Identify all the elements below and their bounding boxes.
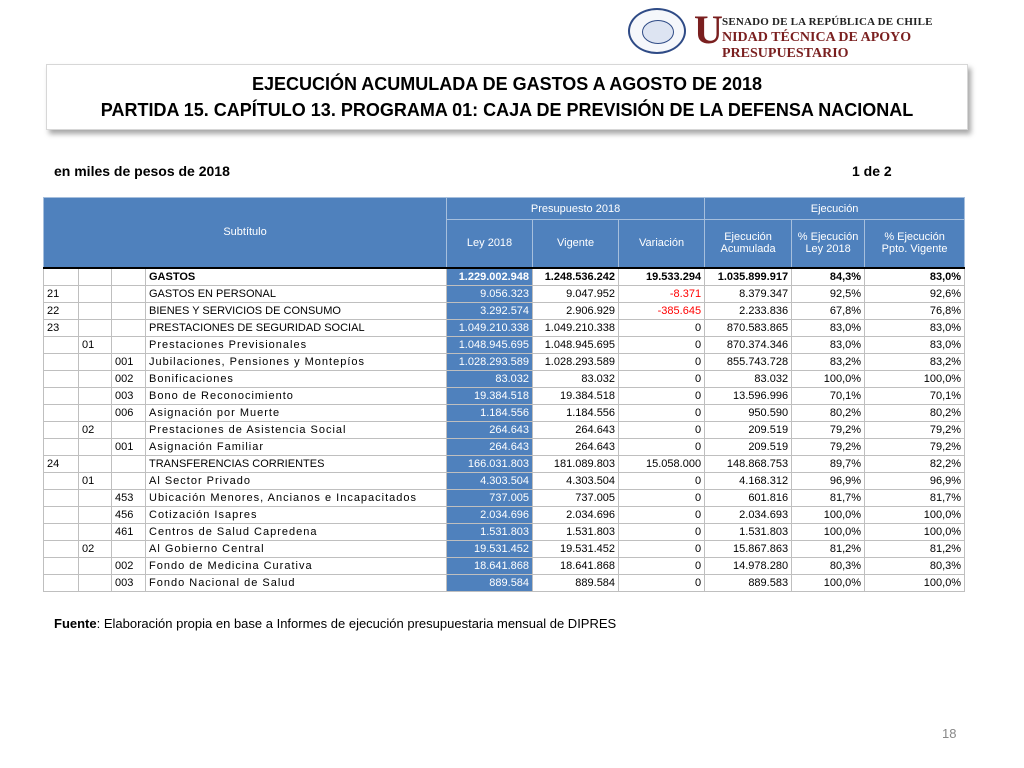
pct-vigente-value: 80,2%: [865, 404, 965, 421]
variacion-value: 0: [619, 370, 705, 387]
variacion-value: 0: [619, 506, 705, 523]
pct-ley-value: 79,2%: [792, 438, 865, 455]
item-code: [79, 523, 112, 540]
table-row: [44, 523, 965, 540]
ejecucion-value: 855.743.728: [705, 353, 792, 370]
subtitulo-code: [44, 370, 79, 387]
table-row: [44, 455, 965, 472]
vigente-value: 181.089.803: [533, 455, 619, 472]
page-title: EJECUCIÓN ACUMULADA DE GASTOS A AGOSTO DE 2018: [251, 74, 763, 94]
row-description: Jubilaciones, Pensiones y Montepíos: [146, 353, 447, 370]
pct-ley-value: 100,0%: [792, 523, 865, 540]
pct-vigente-value: 70,1%: [865, 387, 965, 404]
table-row: [44, 370, 965, 387]
pct-ley-value: 83,2%: [792, 353, 865, 370]
pct-ley-value: 100,0%: [792, 574, 865, 591]
header-ley: Ley 2018: [447, 220, 533, 268]
asignacion-code: [112, 472, 146, 489]
pct-vigente-value: 83,0%: [865, 319, 965, 336]
item-code: [79, 438, 112, 455]
ejecucion-value: 1.035.899.917: [705, 268, 792, 286]
ejecucion-value: 4.168.312: [705, 472, 792, 489]
ley-2018-value: 4.303.504: [447, 472, 533, 489]
item-code: [79, 370, 112, 387]
row-description: Asignación Familiar: [146, 438, 447, 455]
table-row: [44, 387, 965, 404]
pct-vigente-value: 83,0%: [865, 336, 965, 353]
variacion-value: -385.645: [619, 302, 705, 319]
variacion-value: 0: [619, 336, 705, 353]
item-code: 01: [79, 336, 112, 353]
pct-ley-value: 89,7%: [792, 455, 865, 472]
pct-vigente-value: 100,0%: [865, 574, 965, 591]
table-row: [44, 574, 965, 591]
row-description: Cotización Isapres: [146, 506, 447, 523]
row-description: Asignación por Muerte: [146, 404, 447, 421]
variacion-value: 0: [619, 540, 705, 557]
row-description: Ubicación Menores, Ancianos e Incapacitados: [146, 489, 447, 506]
brand-unit-name: NIDAD TÉCNICA DE APOYO PRESUPUESTARIO: [722, 30, 912, 61]
subtitulo-code: [44, 557, 79, 574]
units-label: en miles de pesos de 2018: [54, 163, 230, 179]
ley-2018-value: 1.229.002.948: [447, 268, 533, 286]
header-variacion: Variación: [619, 220, 705, 268]
asignacion-code: 453: [112, 489, 146, 506]
ejecucion-value: 889.583: [705, 574, 792, 591]
ley-2018-value: 1.531.803: [447, 523, 533, 540]
variacion-value: 0: [619, 489, 705, 506]
item-code: [79, 319, 112, 336]
ley-2018-value: 889.584: [447, 574, 533, 591]
pct-vigente-value: 100,0%: [865, 506, 965, 523]
pct-ley-value: 100,0%: [792, 506, 865, 523]
variacion-value: 0: [619, 557, 705, 574]
item-code: [79, 268, 112, 286]
ley-2018-value: 19.384.518: [447, 387, 533, 404]
subtitulo-code: [44, 336, 79, 353]
pct-ley-value: 83,0%: [792, 319, 865, 336]
header-subtitulo: Subtítulo: [44, 198, 447, 268]
item-code: [79, 489, 112, 506]
subtitulo-code: 21: [44, 285, 79, 302]
row-description: Fondo de Medicina Curativa: [146, 557, 447, 574]
ejecucion-value: 2.034.693: [705, 506, 792, 523]
table-row: [44, 472, 965, 489]
row-description: GASTOS: [146, 268, 447, 286]
pct-vigente-value: 82,2%: [865, 455, 965, 472]
ejecucion-value: 870.374.346: [705, 336, 792, 353]
vigente-value: 1.531.803: [533, 523, 619, 540]
asignacion-code: 002: [112, 557, 146, 574]
pct-ley-value: 80,2%: [792, 404, 865, 421]
pct-ley-value: 80,3%: [792, 557, 865, 574]
page-indicator: 1 de 2: [852, 163, 892, 179]
vigente-value: 1.048.945.695: [533, 336, 619, 353]
item-code: [79, 557, 112, 574]
pct-ley-value: 70,1%: [792, 387, 865, 404]
pct-vigente-value: 79,2%: [865, 421, 965, 438]
item-code: 02: [79, 421, 112, 438]
subtitulo-code: [44, 489, 79, 506]
ley-2018-value: 9.056.323: [447, 285, 533, 302]
variacion-value: 0: [619, 523, 705, 540]
variacion-value: 0: [619, 404, 705, 421]
pct-vigente-value: 83,2%: [865, 353, 965, 370]
source-note: Fuente: Elaboración propia en base a Informes de ejecución presupuestaria mensual de DIPRES: [54, 616, 617, 631]
asignacion-code: [112, 540, 146, 557]
item-code: 01: [79, 472, 112, 489]
vigente-value: 264.643: [533, 421, 619, 438]
vigente-value: 83.032: [533, 370, 619, 387]
subtitulo-code: 24: [44, 455, 79, 472]
row-description: Bono de Reconocimiento: [146, 387, 447, 404]
vigente-value: 737.005: [533, 489, 619, 506]
variacion-value: -8.371: [619, 285, 705, 302]
asignacion-code: 001: [112, 353, 146, 370]
ejecucion-value: 148.868.753: [705, 455, 792, 472]
item-code: [79, 574, 112, 591]
row-description: Bonificaciones: [146, 370, 447, 387]
header-vigente: Vigente: [533, 220, 619, 268]
subtitulo-code: [44, 404, 79, 421]
variacion-value: 0: [619, 319, 705, 336]
pct-ley-value: 84,3%: [792, 268, 865, 286]
ley-2018-value: 166.031.803: [447, 455, 533, 472]
subtitulo-code: [44, 421, 79, 438]
pct-vigente-value: 83,0%: [865, 268, 965, 286]
subtitulo-code: [44, 353, 79, 370]
pct-ley-value: 100,0%: [792, 370, 865, 387]
vigente-value: 264.643: [533, 438, 619, 455]
asignacion-code: 461: [112, 523, 146, 540]
variacion-value: 0: [619, 574, 705, 591]
vigente-value: 2.034.696: [533, 506, 619, 523]
asignacion-code: 456: [112, 506, 146, 523]
table-row: [44, 557, 965, 574]
header-ejecucion: Ejecución: [705, 198, 965, 220]
table-row: [44, 540, 965, 557]
row-description: TRANSFERENCIAS CORRIENTES: [146, 455, 447, 472]
variacion-value: 0: [619, 472, 705, 489]
pct-vigente-value: 80,3%: [865, 557, 965, 574]
asignacion-code: [112, 285, 146, 302]
row-description: BIENES Y SERVICIOS DE CONSUMO: [146, 302, 447, 319]
subtitulo-code: [44, 506, 79, 523]
ley-2018-value: 83.032: [447, 370, 533, 387]
header-ejecucion-acumulada: Ejecución Acumulada: [705, 220, 792, 268]
ley-2018-value: 1.049.210.338: [447, 319, 533, 336]
table-row: [44, 336, 965, 353]
variacion-value: 0: [619, 387, 705, 404]
row-description: Prestaciones de Asistencia Social: [146, 421, 447, 438]
ley-2018-value: 1.028.293.589: [447, 353, 533, 370]
pct-vigente-value: 81,2%: [865, 540, 965, 557]
asignacion-code: 003: [112, 387, 146, 404]
item-code: [79, 302, 112, 319]
item-code: 02: [79, 540, 112, 557]
ley-2018-value: 3.292.574: [447, 302, 533, 319]
vigente-value: 19.384.518: [533, 387, 619, 404]
pct-ley-value: 67,8%: [792, 302, 865, 319]
senate-seal-logo: [628, 8, 690, 56]
vigente-value: 2.906.929: [533, 302, 619, 319]
subtitulo-code: [44, 438, 79, 455]
ejecucion-value: 14.978.280: [705, 557, 792, 574]
subtitulo-code: 22: [44, 302, 79, 319]
row-description: Centros de Salud Capredena: [146, 523, 447, 540]
item-code: [79, 387, 112, 404]
ejecucion-value: 8.379.347: [705, 285, 792, 302]
ley-2018-value: 18.641.868: [447, 557, 533, 574]
pct-vigente-value: 81,7%: [865, 489, 965, 506]
ejecucion-value: 870.583.865: [705, 319, 792, 336]
table-row: [44, 268, 965, 286]
pct-ley-value: 81,2%: [792, 540, 865, 557]
ejecucion-value: 950.590: [705, 404, 792, 421]
item-code: [79, 404, 112, 421]
subtitulo-code: [44, 268, 79, 286]
asignacion-code: 006: [112, 404, 146, 421]
ejecucion-value: 83.032: [705, 370, 792, 387]
table-row: [44, 438, 965, 455]
pct-vigente-value: 100,0%: [865, 523, 965, 540]
subtitulo-code: 23: [44, 319, 79, 336]
variacion-value: 0: [619, 421, 705, 438]
pct-vigente-value: 92,6%: [865, 285, 965, 302]
variacion-value: 19.533.294: [619, 268, 705, 286]
row-description: Fondo Nacional de Salud: [146, 574, 447, 591]
title-box: [46, 64, 968, 130]
subtitulo-code: [44, 574, 79, 591]
subtitulo-code: [44, 387, 79, 404]
vigente-value: 1.184.556: [533, 404, 619, 421]
page-subtitle: PARTIDA 15. CAPÍTULO 13. PROGRAMA 01: CAJA DE PREVISIÓN DE LA DEFENSA NACIONAL: [100, 100, 914, 120]
ejecucion-value: 13.596.996: [705, 387, 792, 404]
pct-ley-value: 92,5%: [792, 285, 865, 302]
ejecucion-value: 15.867.863: [705, 540, 792, 557]
asignacion-code: [112, 421, 146, 438]
item-code: [79, 455, 112, 472]
asignacion-code: 001: [112, 438, 146, 455]
vigente-value: 1.028.293.589: [533, 353, 619, 370]
pct-vigente-value: 79,2%: [865, 438, 965, 455]
subtitulo-code: [44, 472, 79, 489]
pct-vigente-value: 100,0%: [865, 370, 965, 387]
ley-2018-value: 737.005: [447, 489, 533, 506]
row-description: GASTOS EN PERSONAL: [146, 285, 447, 302]
pct-ley-value: 79,2%: [792, 421, 865, 438]
vigente-value: 1.248.536.242: [533, 268, 619, 286]
row-description: Al Sector Privado: [146, 472, 447, 489]
row-description: PRESTACIONES DE SEGURIDAD SOCIAL: [146, 319, 447, 336]
ejecucion-value: 209.519: [705, 421, 792, 438]
ejecucion-value: 2.233.836: [705, 302, 792, 319]
ejecucion-value: 1.531.803: [705, 523, 792, 540]
table-row: [44, 353, 965, 370]
vigente-value: 9.047.952: [533, 285, 619, 302]
pct-ley-value: 81,7%: [792, 489, 865, 506]
row-description: Prestaciones Previsionales: [146, 336, 447, 353]
vigente-value: 1.049.210.338: [533, 319, 619, 336]
asignacion-code: 003: [112, 574, 146, 591]
asignacion-code: [112, 302, 146, 319]
brand-senate-name: SENADO DE LA REPÚBLICA DE CHILE: [722, 16, 933, 28]
pct-ley-value: 83,0%: [792, 336, 865, 353]
slide-number: 18: [942, 726, 957, 741]
vigente-value: 4.303.504: [533, 472, 619, 489]
item-code: [79, 353, 112, 370]
table-row: [44, 506, 965, 523]
pct-vigente-value: 96,9%: [865, 472, 965, 489]
table-row: [44, 319, 965, 336]
budget-table: [43, 197, 965, 592]
ejecucion-value: 601.816: [705, 489, 792, 506]
table-row: [44, 421, 965, 438]
ley-2018-value: 19.531.452: [447, 540, 533, 557]
pct-vigente-value: 76,8%: [865, 302, 965, 319]
ley-2018-value: 1.184.556: [447, 404, 533, 421]
table-row: [44, 404, 965, 421]
asignacion-code: [112, 336, 146, 353]
pct-ley-value: 96,9%: [792, 472, 865, 489]
subtitulo-code: [44, 540, 79, 557]
vigente-value: 19.531.452: [533, 540, 619, 557]
table-row: [44, 302, 965, 319]
table-row: [44, 489, 965, 506]
header-pct-vigente: % Ejecución Ppto. Vigente: [865, 220, 965, 268]
ley-2018-value: 2.034.696: [447, 506, 533, 523]
item-code: [79, 285, 112, 302]
ley-2018-value: 264.643: [447, 438, 533, 455]
ley-2018-value: 1.048.945.695: [447, 336, 533, 353]
vigente-value: 18.641.868: [533, 557, 619, 574]
row-description: Al Gobierno Central: [146, 540, 447, 557]
asignacion-code: [112, 455, 146, 472]
header-pct-ley: % Ejecución Ley 2018: [792, 220, 865, 268]
subtitulo-code: [44, 523, 79, 540]
ley-2018-value: 264.643: [447, 421, 533, 438]
item-code: [79, 506, 112, 523]
header-presupuesto: Presupuesto 2018: [447, 198, 705, 220]
brand-letter: U: [694, 7, 723, 52]
asignacion-code: [112, 319, 146, 336]
vigente-value: 889.584: [533, 574, 619, 591]
variacion-value: 0: [619, 353, 705, 370]
asignacion-code: 002: [112, 370, 146, 387]
variacion-value: 0: [619, 438, 705, 455]
variacion-value: 15.058.000: [619, 455, 705, 472]
ejecucion-value: 209.519: [705, 438, 792, 455]
asignacion-code: [112, 268, 146, 286]
table-row: [44, 285, 965, 302]
